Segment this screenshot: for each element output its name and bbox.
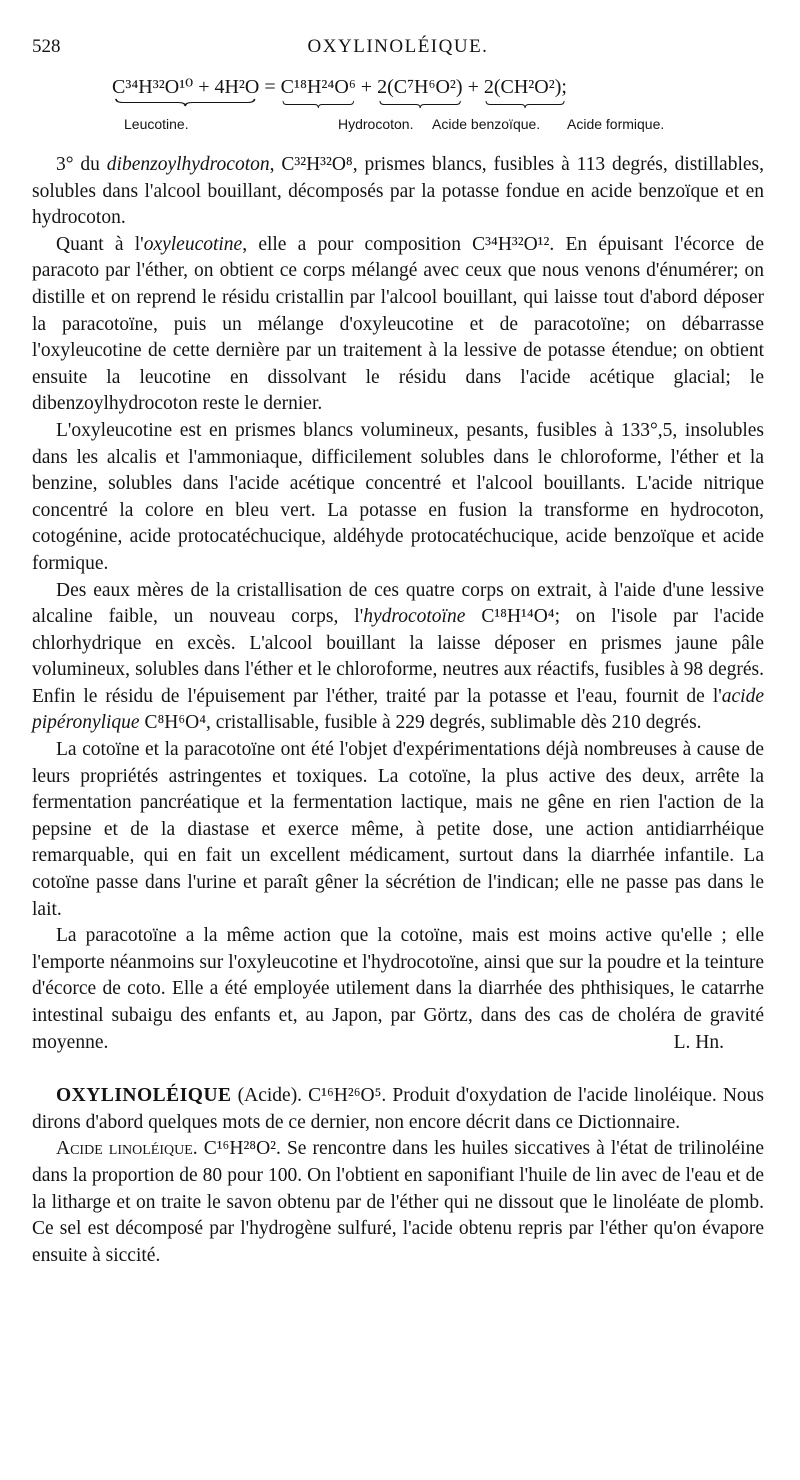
- term-oxyleucotine: oxyleucotine: [143, 233, 243, 255]
- page-header: [32, 36, 764, 60]
- reaction-equation: [32, 74, 764, 136]
- equation-term-hydrocoton: [281, 76, 356, 99]
- equals-sign: =: [264, 76, 276, 98]
- paragraph-paracotoine-effects: La paracotoïne a la même action que la cotoïne, mais est moins active qu'elle ; elle l'emporte néanmoins sur l'oxyleucotine et l'hydrocotoïne, ainsi que sur la poudre et la teinture d'écorce de coto. Elle a été employée utilement dans la diarrhée des phthisiques, le catarrhe intestinal subaigu des enfants et, au Japon, par Görtz, dans des cas de choléra de gravité moyenne. L. Hn.: [32, 923, 764, 1056]
- equation-term-hydrocoton-text: C¹⁸H²⁴O⁶: [280, 76, 356, 98]
- author-signature: L. Hn.: [673, 1031, 724, 1053]
- subentry-headword: Acide linoléique.: [56, 1138, 198, 1160]
- equation-term-formic-text: 2(CH²O²);: [483, 76, 567, 98]
- page-number: 528: [32, 36, 61, 57]
- subentry-acide-linoleique: Acide linoléique. C¹⁶H²⁸O². Se rencontre dans les huiles siccatives à l'état de trilinoléine dans la proportion de 80 pour 100. On l'obtient en saponifiant l'huile de lin avec de l'eau et de la litharge et on traite le savon obtenu par de l'éther qui ne dissout que le linoléate de plomb. Ce sel est décomposé par l'hydrogène sulfuré, l'acide obtenu repris par l'éther qu'on évapore ensuite à siccité.: [32, 1138, 764, 1266]
- hydrocoton-brace: [283, 100, 354, 109]
- paragraph-oxyleucotine-preparation: Quant à l'oxyleucotine, elle a pour composition C³⁴H³²O¹². En épuisant l'écorce de paracoto par l'éther, on obtient ce corps mélangé avec ceux que nous venons d'énumérer; on distille et on reprend le résidu cristallin par l'alcool bouillant, qui laisse tout d'abord déposer la paracotoïne, puis un mélange d'oxyleucotine et de paracotoïne; on débarrasse l'oxyleucotine de cette dernière par un traitement à la lessive de potasse étendue; on obtient ensuite la leucotine en dissolvant le résidu dans l'acide acétique glacial; le dibenzoylhydrocoton reste le dernier.: [32, 233, 764, 415]
- equation-line: [112, 74, 567, 99]
- entry-headword: OXYLINOLÉIQUE: [56, 1085, 232, 1107]
- paragraph-oxyleucotine-properties: L'oxyleucotine est en prismes blancs volumineux, pesants, fusibles à 133°,5, insolubles dans les alcalis et l'ammoniaque, difficilement solubles dans le chloroforme, l'éther et la benzine, solubles dans l'acide acétique concentré et l'alcool bouillants. L'acide nitrique concentré la colore en bleu vert. La potasse en fusion la transforme en hydrocoton, cotogénine, acide protocatéchucique, aldéhyde protocatéchucique, acide benzoïque et acide formique.: [32, 419, 764, 574]
- body-text: [32, 152, 764, 1269]
- running-title: OXYLINOLÉIQUE.: [307, 36, 489, 57]
- leucotine-brace: [116, 98, 255, 107]
- formic-brace: [486, 100, 564, 109]
- equation-term-benzoic-text: 2(C⁷H⁶O²): [377, 76, 463, 98]
- paragraph-hydrocotoine: Des eaux mères de la cristallisation de ces quatre corps on extrait, à l'aide d'une lessive alcaline faible, un nouveau corps, l'hydrocotoïne C¹⁸H¹⁴O⁴; on l'isole par l'acide chlorhydrique en excès. L'alcool bouillant la laisse déposer en prismes jaune pâle volumineux, solubles dans l'éther et le chloroforme, neutres aux réactifs, fusibles à 98 degrés. Enfin le résidu de l'épuisement par l'éther, traité par la potasse et l'eau, fournit de l'acide pipéronylique C⁸H⁶O⁴, cristallisable, fusible à 229 degrés, sublimable dès 210 degrés.: [32, 579, 764, 734]
- paragraph-cotoine-effects: La cotoïne et la paracotoïne ont été l'objet d'expérimentations déjà nombreuses à cause de leurs propriétés astringentes et toxiques. La cotoïne, la plus active des deux, arrête la fermentation pancréatique et la fermentation lactique, mais ne gêne en rien l'action de la pepsine et de la diastase et exerce même, à petite dose, une action antidiarrhéique remarquable, qui en fait un excellent médicament, surtout dans la diarrhée infantile. La cotoïne passe dans l'urine et paraît gêner la sécrétion de l'indican; elle ne passe pas dans le lait.: [32, 739, 764, 920]
- plus-sign: +: [360, 76, 373, 98]
- label-hydrocoton: Hydrocoton.: [338, 116, 414, 132]
- term-dibenzoylhydrocoton: dibenzoylhydrocoton: [106, 154, 270, 175]
- label-leucotine: Leucotine.: [124, 116, 189, 132]
- entry-oxylinoleique: OXYLINOLÉIQUE (Acide). C¹⁶H²⁶O⁵. Produit d'oxydation de l'acide linoléique. Nous dirons d'abord quelques mots de ce dernier, non encore décrit dans ce Dictionnaire.: [32, 1085, 764, 1133]
- equation-term-benzoic: [377, 76, 463, 99]
- label-formic-acid: Acide formique.: [567, 116, 665, 132]
- term-piperonylic-acid: acide pipéronylique: [32, 685, 764, 734]
- equation-term-formic: [484, 76, 567, 99]
- equation-lhs-text: C³⁴H³²O¹⁰ + 4H²O: [112, 76, 260, 98]
- equation-lhs: [112, 74, 259, 99]
- term-hydrocotoine: hydrocotoïne: [363, 606, 466, 628]
- label-benzoic-acid: Acide benzoïque.: [432, 116, 541, 132]
- plus-sign: +: [467, 76, 479, 98]
- paragraph-dibenzoylhydrocoton: 3° du dibenzoylhydrocoton, C³²H³²O⁸, prismes blancs, fusibles à 113 degrés, distillables, solubles dans l'alcool bouillant, décomposés par la potasse fondue en acide benzoïque et en hydrocoton.: [32, 154, 764, 229]
- benzoic-brace: [380, 100, 460, 109]
